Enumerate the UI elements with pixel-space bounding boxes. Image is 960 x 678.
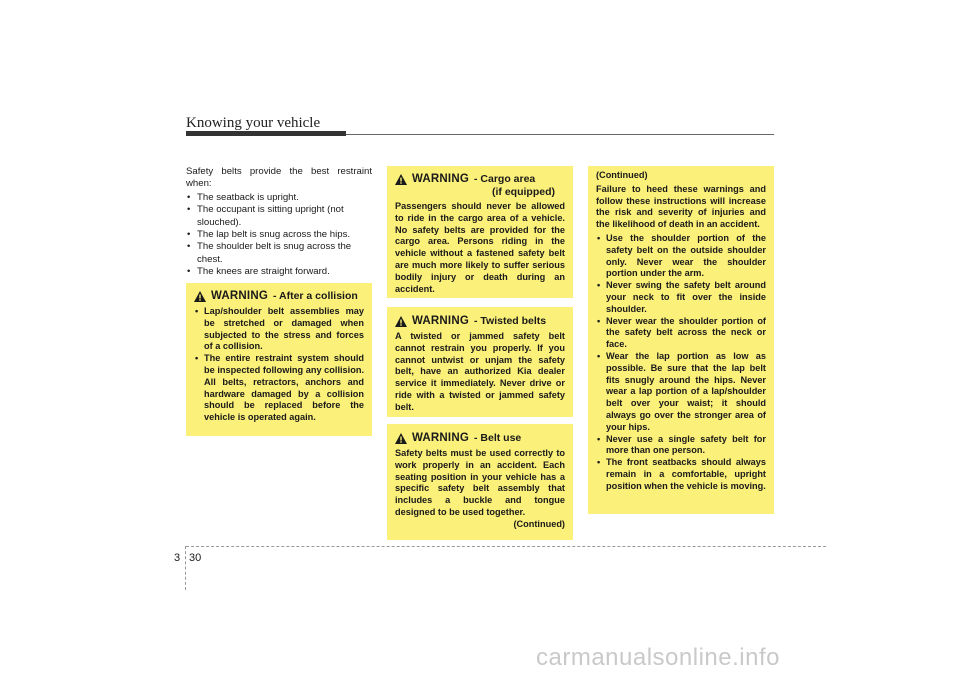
intro-section (186, 166, 372, 279)
continued-heading: (Continued) (596, 170, 648, 180)
continued-label: (Continued) (513, 518, 565, 529)
chapter-number: 3 (174, 552, 181, 564)
header-rule-thin (346, 134, 774, 135)
list-item: • The lap belt is snug across the hips. (186, 229, 372, 241)
list-item: • Wear the lap portion as low as possible. Be sure that the lap belt fits snugly around the hips. Never wear a lap portion of a lap/shoulder belt over your waist; it should always go over the stronger area of your hips. (596, 351, 766, 434)
warning-heading (395, 174, 565, 186)
warning-triangle-icon (395, 316, 407, 327)
warning-subtitle: - After a collision (272, 290, 358, 303)
warning-word: WARNING (211, 290, 268, 303)
warning-body: Passengers should never be allowed to ride in the cargo area of a vehicle. No safety belts are provided for the cargo area. Persons riding in the vehicle without a fastened safety belt are much more likely to suffer serious bodily injury or death during an accident. (395, 201, 565, 294)
warning-subtitle: - Twisted belts (473, 315, 547, 328)
page-number: 30 (189, 552, 202, 564)
watermark: carmanualsonline.info (536, 644, 780, 671)
list-item: • Use the shoulder portion of the safety belt on the outside shoulder only. Never wear the shoulder portion under the arm. (596, 233, 766, 280)
list-item: • The entire restraint system should be inspected following any collision. All belts, retractors, anchors and hardware damaged by a collision should be replaced before the vehicle is operated again. (194, 353, 364, 424)
warning-body: A twisted or jammed safety belt cannot restrain you properly. If you cannot untwist or unjam the safety belt, have an authorized Kia dealer service it immediately. Never drive or ride with a twisted or jammed safety belt. (395, 331, 565, 412)
warning-subtitle: - Cargo area (473, 173, 536, 186)
warning-box-twisted-belts (387, 307, 573, 417)
warning-subtitle: - Belt use (473, 432, 522, 445)
intro-lead: Safety belts provide the best restraint when: (186, 166, 372, 190)
warning-word: WARNING (412, 432, 469, 445)
list-item: • The seatback is upright. (186, 192, 372, 204)
list-item: • Lap/shoulder belt assemblies may be stretched or damaged when subjected to the stress and forces of a collision. (194, 306, 364, 353)
footer-vertical-rule (185, 546, 186, 590)
list-item: • The knees are straight forward. (186, 266, 372, 278)
warning-triangle-icon (395, 174, 407, 185)
list-item: • The occupant is sitting upright (not slouched). (186, 204, 372, 229)
list-item: • Never use a single safety belt for more than one person. (596, 434, 766, 458)
warning-heading (395, 316, 565, 328)
page-header-title: Knowing your vehicle (186, 115, 321, 131)
warning-body: Safety belts must be used correctly to work properly in an accident. Each seating position in your vehicle has a specific safety belt assembly that includes a buckle and tongue designed to be used together. (395, 448, 565, 517)
warning-list (194, 306, 364, 424)
warning-box-belt-use (387, 424, 573, 540)
warning-word: WARNING (412, 315, 469, 328)
footer-rule (186, 546, 826, 547)
warning-body: Failure to heed these warnings and follow these instructions will increase the risk and severity of injuries and the likelihood of death in an accident. (596, 183, 766, 230)
list-item: • The shoulder belt is snug across the chest. (186, 241, 372, 266)
warning-word: WARNING (412, 173, 469, 186)
warning-heading (395, 433, 565, 445)
warning-triangle-icon (395, 433, 407, 444)
warning-box-after-collision (186, 283, 372, 436)
header-rule-thick (186, 131, 346, 136)
warning-box-cargo-area (387, 166, 573, 298)
intro-list (186, 192, 372, 279)
list-item: • Never wear the shoulder portion of the safety belt across the neck or face. (596, 316, 766, 351)
list-item: • Never swing the safety belt around your neck to fit over the inside shoulder. (596, 280, 766, 315)
warning-list (596, 233, 766, 493)
warning-triangle-icon (194, 291, 206, 302)
warning-heading (194, 291, 364, 303)
list-item: • The front seatbacks should always remain in a comfortable, upright position when the vehicle is moving. (596, 457, 766, 492)
warning-subtitle-line2: (if equipped) (492, 186, 555, 198)
warning-box-continued (588, 166, 774, 514)
